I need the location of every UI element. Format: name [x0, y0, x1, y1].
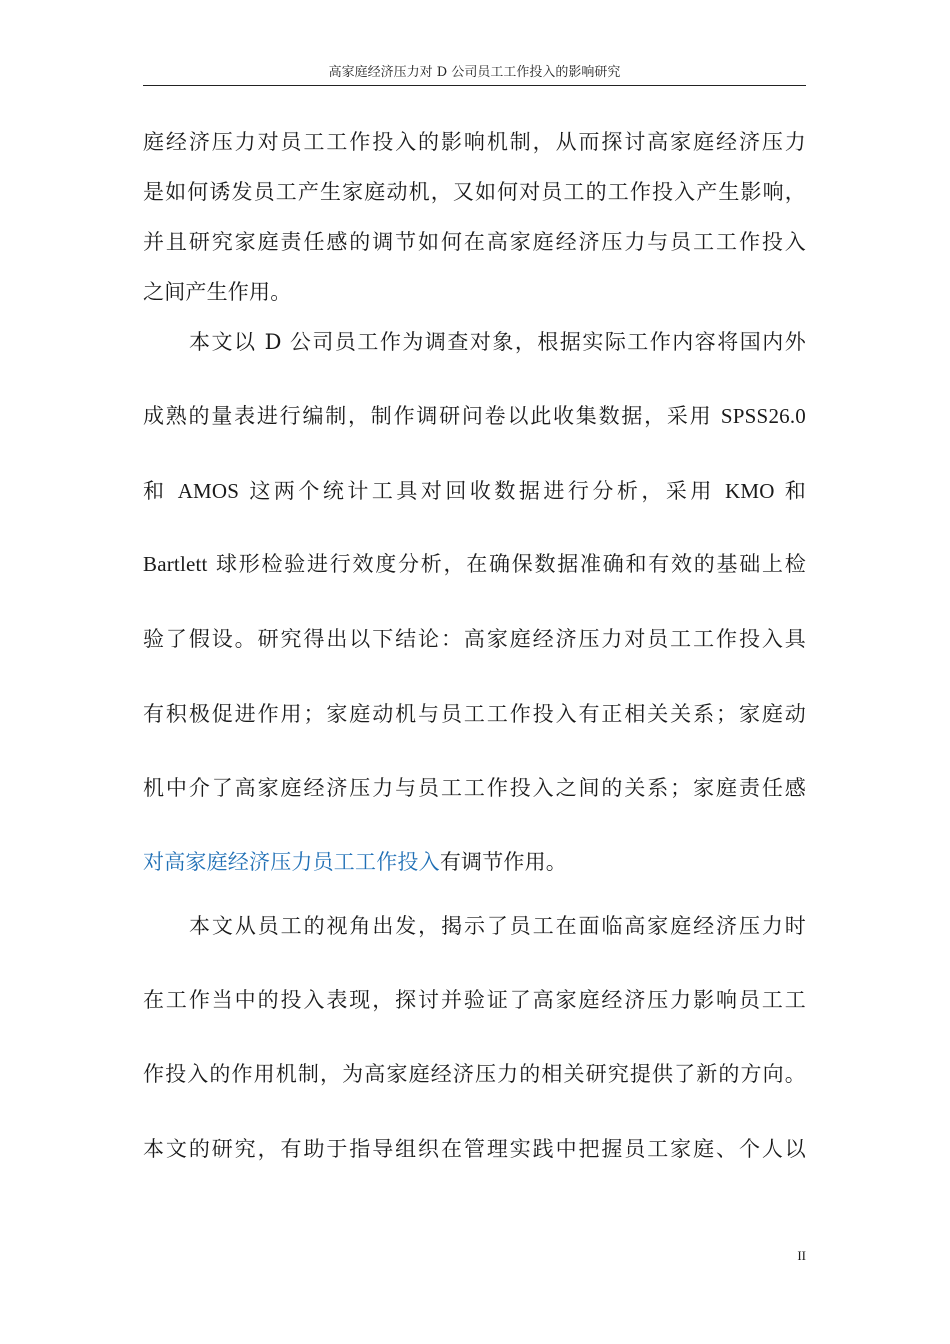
highlighted-text: 对高家庭经济压力员工工作投入 — [143, 850, 440, 874]
body-line — [143, 847, 806, 877]
body-line: 验了假设。研究得出以下结论：高家庭经济压力对员工工作投入具 — [143, 627, 806, 651]
body-text-latin: SPSS26.0 — [720, 404, 806, 428]
body-text: 有调节作用。 — [439, 850, 568, 874]
body-text: 和 — [774, 479, 806, 503]
body-line: 并且研究家庭责任感的调节如何在高家庭经济压力与员工工作投入 — [143, 230, 806, 254]
body-line: 有积极促进作用；家庭动机与员工工作投入有正相关关系；家庭动 — [143, 702, 806, 726]
body-line: 庭经济压力对员工工作投入的影响机制，从而探讨高家庭经济压力 — [143, 130, 806, 154]
body-line — [143, 476, 806, 506]
body-text-latin: KMO — [725, 479, 775, 503]
body-line: 作投入的作用机制，为高家庭经济压力的相关研究提供了新的方向。 — [143, 1062, 806, 1086]
page-number: II — [797, 1248, 806, 1263]
body-text-latin: AMOS — [177, 479, 240, 503]
body-text: 成熟的量表进行编制，制作调研问卷以此收集数据，采用 — [143, 404, 721, 428]
page-header-title: 高家庭经济压力对 D 公司员工工作投入的影响研究 — [328, 65, 621, 80]
body-text: 和 — [143, 479, 178, 503]
body-text: 球形检验进行效度分析，在确保数据准确和有效的基础上检 — [207, 552, 806, 576]
body-line: 本文从员工的视角出发，揭示了员工在面临高家庭经济压力时 — [189, 914, 806, 938]
body-line — [143, 401, 806, 431]
body-line: 本文以 D 公司员工作为调查对象，根据实际工作内容将国内外 — [189, 330, 806, 354]
body-line — [143, 549, 806, 579]
body-text-latin: Bartlett — [143, 552, 208, 576]
body-line: 机中介了高家庭经济压力与员工工作投入之间的关系；家庭责任感 — [143, 776, 806, 800]
body-line: 之间产生作用。 — [143, 280, 292, 304]
body-line: 本文的研究，有助于指导组织在管理实践中把握员工家庭、个人以 — [143, 1137, 806, 1161]
header-divider — [143, 85, 806, 86]
body-line: 在工作当中的投入表现，探讨并验证了高家庭经济压力影响员工工 — [143, 988, 806, 1012]
body-line: 是如何诱发员工产生家庭动机，又如何对员工的工作投入产生影响， — [143, 180, 806, 204]
body-text: 这两个统计工具对回收数据进行分析，采用 — [239, 479, 726, 503]
